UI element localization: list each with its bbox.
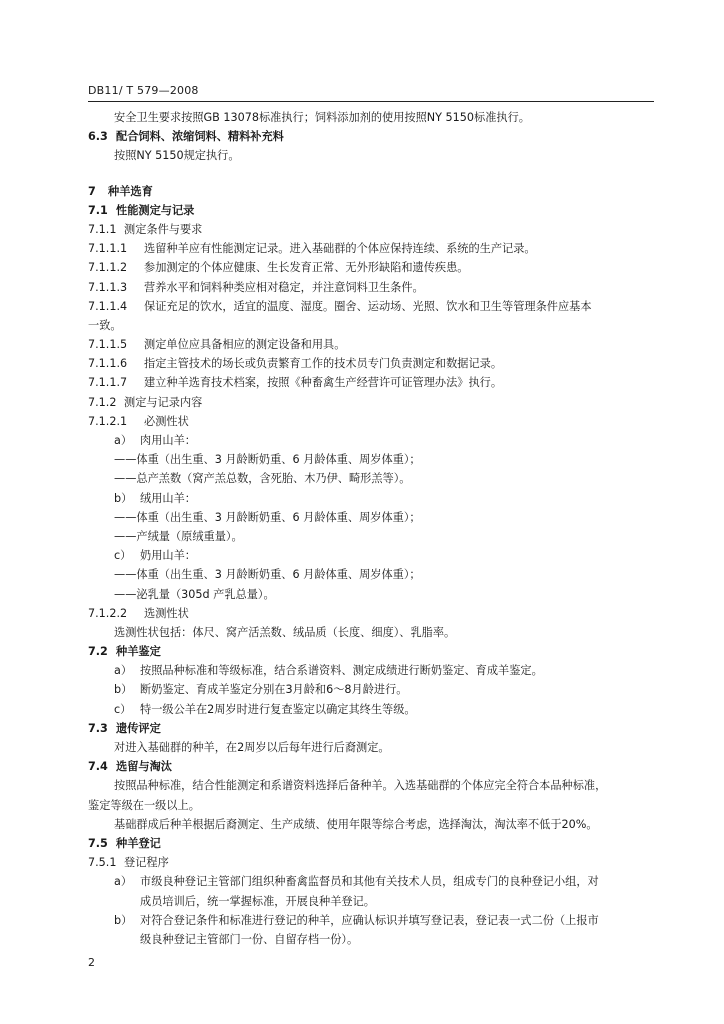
- section-heading: [88, 757, 656, 776]
- subsection-line: [88, 604, 656, 623]
- section-heading: [88, 182, 656, 201]
- paragraph-text: 一致。: [88, 318, 122, 332]
- document-body: [88, 108, 656, 949]
- subsection-text: 选测性状: [144, 606, 189, 620]
- subsection-number: 7.1.2.1: [88, 414, 128, 428]
- subsection-line: [88, 297, 656, 316]
- section-title: 性能测定与记录: [116, 203, 195, 217]
- dash-item-text: ——总产羔数（窝产羔总数，含死胎、木乃伊、畸形羔等）。: [114, 472, 411, 486]
- dash-item-text: ——产绒量（原绒重量）。: [114, 529, 243, 543]
- dash-item: [88, 469, 656, 488]
- section-title: 种羊选育: [108, 184, 153, 198]
- subsection-line: [88, 278, 656, 297]
- subsection-number: 7.1.2: [88, 395, 117, 409]
- section-number: 7.3: [88, 721, 108, 735]
- subsection-text: 保证充足的饮水，适宜的温度、湿度。圈舍、运动场、光照、饮水和卫生等管理条件应基本: [144, 299, 592, 313]
- paragraph-text: 对进入基础群的种羊，在2周岁以后每年进行后裔测定。: [114, 741, 390, 754]
- subsection-number: 7.1.1.7: [88, 376, 128, 390]
- paragraph-line: [88, 738, 656, 757]
- list-item-text: 断奶鉴定、育成羊鉴定分别在3月龄和6～8月龄进行。: [140, 683, 408, 697]
- subsection-line: [88, 354, 656, 373]
- list-marker: a）: [114, 875, 133, 889]
- subsection-number: 7.1.1.2: [88, 261, 128, 275]
- section-heading: [88, 719, 656, 738]
- list-item: [88, 700, 656, 719]
- list-marker: a）: [114, 434, 133, 447]
- list-item-text: 成员培训后，统一掌握标准，开展良种羊登记。: [140, 894, 375, 908]
- subsection-text: 选留种羊应有性能测定记录。进入基础群的个体应保持连续、系统的生产记录。: [144, 242, 536, 256]
- list-item: [88, 872, 656, 891]
- section-title: 种羊鉴定: [116, 645, 161, 659]
- subsection-text: 指定主管技术的场长或负责繁育工作的技术员专门负责测定和数据记录。: [144, 357, 503, 371]
- dash-item-text: ——泌乳量（305d 产乳总量）。: [114, 587, 275, 601]
- section-title: 配合饲料、浓缩饲料、精料补充料: [116, 130, 284, 144]
- section-heading: [88, 642, 656, 661]
- list-marker: a）: [114, 664, 133, 678]
- section-gap: [88, 174, 656, 182]
- list-item-text: 按照品种标准和等级标准，结合系谱资料、测定成绩进行断奶鉴定、育成羊鉴定。: [140, 664, 543, 678]
- subsection-number: 7.5.1: [88, 856, 117, 870]
- section-heading: [88, 834, 656, 853]
- paragraph-continuation: [88, 796, 656, 815]
- section-title: 种羊登记: [116, 836, 161, 850]
- list-item-text: 市级良种登记主管部门组织种畜禽监督员和其他有关技术人员，组成专门的良种登记小组，对: [140, 875, 599, 889]
- list-marker: b）: [114, 683, 133, 697]
- list-item-text: 奶用山羊：: [140, 549, 196, 563]
- list-marker: b）: [114, 913, 133, 927]
- subsection-text: 测定单位应具备相应的测定设备和用具。: [144, 338, 346, 352]
- section-title: 选留与淘汰: [116, 760, 172, 774]
- list-item: [88, 546, 656, 565]
- list-marker: c）: [114, 549, 132, 563]
- list-item: [88, 661, 656, 680]
- document-code: DB11/ T 579—2008: [88, 84, 199, 97]
- section-number: 7.5: [88, 836, 108, 850]
- list-marker: c）: [114, 702, 132, 716]
- dash-item: [88, 450, 656, 469]
- dash-item: [88, 585, 656, 604]
- paragraph-text: 选测性状包括：体尺、窝产活羔数、绒品质（长度、细度）、乳脂率。: [114, 625, 456, 639]
- dash-item-text: ——体重（出生重、3 月龄断奶重、6 月龄体重、周岁体重）；: [114, 453, 421, 467]
- paragraph-line: [88, 108, 656, 127]
- section-number: 7: [88, 184, 96, 198]
- page-number: 2: [88, 956, 95, 969]
- subsection-line: [88, 239, 656, 258]
- paragraph-text: 按照NY 5150规定执行。: [114, 149, 240, 163]
- subsection-text: 测定条件与要求: [124, 222, 203, 236]
- subsection-line: [88, 373, 656, 392]
- paragraph-line: [88, 815, 656, 834]
- paragraph-text: 鉴定等级在一级以上。: [88, 798, 200, 812]
- subsection-text: 登记程序: [124, 856, 169, 870]
- list-item: [88, 911, 656, 930]
- paragraph-text: 按照品种标准，结合性能测定和系谱资料选择后备种羊。入选基础群的个体应完全符合本品种标准，: [114, 779, 607, 793]
- list-item-text: 绒用山羊：: [140, 491, 196, 505]
- subsection-number: 7.1.2.2: [88, 606, 128, 620]
- subsection-text: 测定与记录内容: [124, 395, 203, 409]
- subsection-text: 营养水平和饲料种类应相对稳定，并注意饲料卫生条件。: [144, 280, 424, 294]
- paragraph-line: [88, 146, 656, 165]
- section-number: 6.3: [88, 130, 108, 144]
- section-number: 7.1: [88, 203, 108, 217]
- subsection-line: [88, 220, 656, 239]
- list-item-continuation: [88, 930, 656, 949]
- header-rule: [88, 101, 654, 102]
- subsection-line: [88, 258, 656, 277]
- list-item-text: 对符合登记条件和标准进行登记的种羊，应确认标识并填写登记表，登记表一式二份（上报市: [140, 913, 599, 927]
- section-gap: [88, 166, 656, 174]
- list-item-text: 特一级公羊在2周岁时进行复查鉴定以确定其终生等级。: [140, 702, 416, 716]
- list-item-text: 级良种登记主管部门一份、自留存档一份）。: [140, 932, 359, 946]
- subsection-number: 7.1.1.6: [88, 357, 128, 371]
- subsection-number: 7.1.1.3: [88, 280, 128, 294]
- subsection-line: [88, 393, 656, 412]
- dash-item: [88, 565, 656, 584]
- list-item: [88, 431, 656, 450]
- dash-item-text: ——体重（出生重、3 月龄断奶重、6 月龄体重、周岁体重）；: [114, 510, 421, 524]
- subsection-text: 建立种羊选育技术档案，按照《种畜禽生产经营许可证管理办法》执行。: [144, 376, 503, 390]
- section-number: 7.4: [88, 760, 108, 774]
- paragraph-text: 安全卫生要求按照GB 13078标准执行；饲料添加剂的使用按照NY 5150标准执行。: [114, 111, 530, 124]
- list-marker: b）: [114, 491, 133, 505]
- dash-item: [88, 527, 656, 546]
- list-item-text: 肉用山羊：: [140, 434, 196, 447]
- section-number: 7.2: [88, 645, 108, 659]
- dash-item: [88, 508, 656, 527]
- list-item-continuation: [88, 892, 656, 911]
- paragraph-text: 基础群成后种羊根据后裔测定、生产成绩、使用年限等综合考虑，选择淘汰，淘汰率不低于20%。: [114, 817, 598, 831]
- section-title: 遗传评定: [116, 721, 161, 735]
- list-item: [88, 680, 656, 699]
- paragraph-line: [88, 776, 656, 795]
- subsection-text: 必测性状: [144, 414, 189, 428]
- subsection-line: [88, 412, 656, 431]
- section-heading: [88, 201, 656, 220]
- dash-item-text: ——体重（出生重、3 月龄断奶重、6 月龄体重、周岁体重）；: [114, 568, 421, 582]
- subsection-number: 7.1.1.4: [88, 299, 128, 313]
- paragraph-continuation: [88, 316, 656, 335]
- list-item: [88, 489, 656, 508]
- subsection-line: [88, 335, 656, 354]
- subsection-number: 7.1.1.5: [88, 338, 128, 352]
- section-heading: [88, 127, 656, 146]
- subsection-number: 7.1.1.1: [88, 242, 128, 256]
- subsection-number: 7.1.1: [88, 222, 117, 236]
- subsection-line: [88, 853, 656, 872]
- subsection-text: 参加测定的个体应健康、生长发育正常、无外形缺陷和遗传疾患。: [144, 261, 469, 275]
- paragraph-line: [88, 623, 656, 642]
